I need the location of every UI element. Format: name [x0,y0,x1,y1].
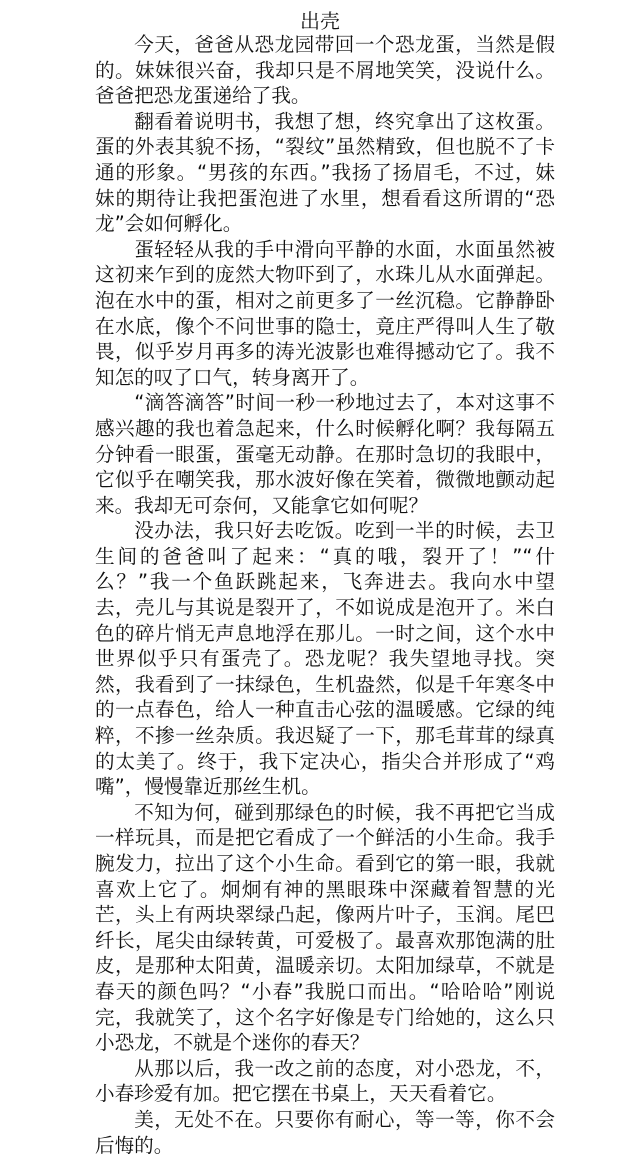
document-title: 出壳 [300,9,340,33]
paragraph-8: 美，无处不在。只要你有耐心，等一等，你不会后悔的。 [95,1107,555,1157]
paragraph-2: 翻看着说明书，我想了想，终究拿出了这枚蛋。蛋的外表其貌不扬，“裂纹”虽然精致，但也脱不了卡通的形象。“男孩的东西。”我扬了扬眉毛，不过，妹妹的期待让我把蛋泡进了水里，想看看这所谓的“恐龙”会如何孵化。 [95,109,555,236]
paragraph-4: “滴答滴答”时间一秒一秒地过去了，本对这事不感兴趣的我也着急起来，什么时候孵化啊？我每隔五分钟看一眼蛋，蛋毫无动静。在那时急切的我眼中，它似乎在嘲笑我，那水波好像在笑着，微微地颤动起来。我却无可奈何，又能拿它如何呢？ [95,391,555,517]
paragraph-7: 从那以后，我一改之前的态度，对小恐龙，不，小春珍爱有加。把它摆在书桌上，天天看着它。 [95,1056,555,1106]
paragraph-5: 没办法，我只好去吃饭。吃到一半的时候，去卫生间的爸爸叫了起来：“真的哦，裂开了！”“什么？”我一个鱼跃跳起来，飞奔进去。我向水中望去，壳儿与其说是裂开了，不如说成是泡开了。米白色的碎片悄无声息地浮在那儿。一时之间，这个水中世界似乎只有蛋壳了。恐龙呢？我失望地寻找。突然，我看到了一抹绿色，生机盎然，似是千年寒冬中的一点春色，给人一种直击心弦的温暖感。它绿的纯粹，不掺一丝杂质。我迟疑了一下，那毛茸茸的绿真的太美了。终于，我下定决心，指尖合并形成了“鸡嘴”，慢慢靠近那丝生机。 [95,519,555,799]
paragraph-6: 不知为何，碰到那绿色的时候，我不再把它当成一样玩具，而是把它看成了一个鲜活的小生命。我手腕发力，拉出了这个小生命。看到它的第一眼，我就喜欢上它了。炯炯有神的黑眼珠中深藏着智慧的光芒，头上有两块翠绿凸起，像两片叶子，玉润。尾巴纤长，尾尖由绿转黄，可爱极了。最喜欢那饱满的肚皮，是那种太阳黄，温暖亲切。太阳加绿草，不就是春天的颜色吗？“小春”我脱口而出。“哈哈哈”刚说完，我就笑了，这个名字好像是专门给她的，这么只小恐龙，不就是个迷你的春天？ [95,800,555,1055]
paragraph-1: 今天，爸爸从恐龙园带回一个恐龙蛋，当然是假的。妹妹很兴奋，我却只是不屑地笑笑，没说什么。爸爸把恐龙蛋递给了我。 [95,33,555,108]
document-body [95,32,555,1158]
paragraph-3: 蛋轻轻从我的手中滑向平静的水面，水面虽然被这初来乍到的庞然大物吓到了，水珠儿从水面弹起。泡在水中的蛋，相对之前更多了一丝沉稳。它静静卧在水底，像个不问世事的隐士，竟庄严得叫人生了敬畏，似乎岁月再多的涛光波影也难得撼动它了。我不知怎的叹了口气，转身离开了。 [95,237,555,389]
